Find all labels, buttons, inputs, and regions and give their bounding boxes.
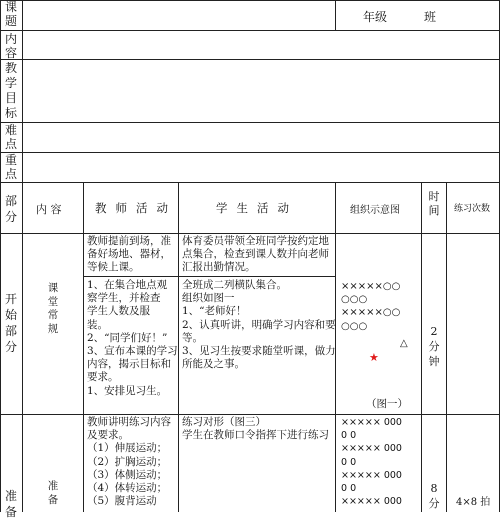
text-line: （2）扩胸运动；	[87, 455, 168, 468]
header-student: 学生活动	[216, 201, 298, 215]
rule	[22, 0, 23, 512]
rule	[0, 30, 500, 31]
rule	[0, 0, 1, 512]
grade-label: 年级	[363, 10, 388, 24]
text-line: 学生人数及服	[87, 305, 150, 318]
text-line: 全班成二列横队集合。	[182, 279, 287, 291]
text-line: 及要求。	[87, 429, 129, 442]
header-teacher: 教师活动	[95, 201, 177, 215]
start-time: 2分钟	[428, 325, 440, 368]
label-bufen: 部分	[4, 194, 17, 224]
header-org: 组织示意图	[350, 205, 400, 216]
start-student-intro	[182, 235, 329, 275]
rule	[0, 0, 500, 1]
rule	[421, 182, 422, 512]
text-line: （3）体侧运动；	[87, 468, 168, 481]
formation-row: ××××× 000	[341, 469, 402, 481]
header-count: 练习次数	[454, 204, 491, 214]
text-line: （5）腹背运动	[87, 495, 157, 508]
figure-one-caption: （图一）	[366, 398, 408, 410]
text-line: 3、宣布本课的学习	[87, 345, 178, 358]
text-line: 2、认真听讲，明确学习内容和要	[182, 318, 336, 331]
rule	[0, 182, 500, 183]
start-teacher-intro	[87, 235, 171, 275]
formation-row: ○○○	[341, 294, 368, 306]
text-line: 组织如图一	[182, 292, 235, 305]
start-formation-diagram	[341, 280, 400, 333]
text-line: 3、见习生按要求随堂听课，做力	[182, 345, 336, 358]
prep-teacher	[87, 416, 171, 508]
teacher-triangle-icon: △	[400, 338, 408, 349]
formation-row: 0 0	[341, 456, 357, 468]
text-line: 2、“同学们好！”	[87, 331, 168, 344]
start-content-label: 课堂常规	[47, 282, 59, 335]
formation-row: 0 0	[341, 483, 357, 495]
rule	[446, 182, 447, 512]
start-teacher-steps	[87, 279, 178, 398]
text-line: 练习对形（图三）	[182, 416, 266, 428]
prep-student	[182, 416, 329, 442]
text-line: 所能及之事。	[182, 358, 245, 371]
prep-count: 4×8 拍	[456, 497, 491, 508]
start-student-steps	[182, 279, 336, 371]
text-line: 1、在集合地点观	[87, 279, 168, 291]
text-line: （4）体转运动；	[87, 482, 168, 495]
text-line: 备好场地、器材，	[87, 248, 171, 261]
teacher-star-icon: ★	[369, 351, 379, 364]
text-line: 装。	[87, 318, 108, 331]
rule	[83, 276, 335, 277]
rule	[0, 59, 500, 60]
rule	[335, 0, 336, 30]
formation-row: 0 0	[341, 430, 357, 442]
text-line: 汇报出勤情况。	[182, 261, 256, 274]
text-line: （1）伸展运动；	[87, 442, 168, 455]
formation-row: ×××××○○	[341, 281, 401, 292]
text-line: 等候上课。	[87, 261, 140, 274]
label-mubiao: 教学目标	[4, 61, 17, 120]
rule	[0, 414, 500, 415]
text-line: 体育委员带领全班同学按约定地	[182, 235, 329, 247]
formation-row: ××××× 000	[341, 496, 402, 508]
label-zhongdian: 重点	[4, 153, 17, 181]
text-line: 学生在教师口令指挥下进行练习	[182, 429, 329, 442]
text-line: 1、“老师好！	[182, 305, 247, 318]
header-content: 内 容	[36, 203, 62, 216]
label-neirong: 内容	[4, 32, 17, 60]
text-line: 等。	[182, 331, 203, 344]
prep-content-label: 准备	[47, 480, 59, 506]
header-time: 时间	[428, 190, 440, 217]
rule	[0, 152, 500, 153]
section-start: 开始部分	[4, 292, 17, 354]
text-line: 要求。	[87, 371, 119, 384]
text-line: 教师提前到场，准	[87, 235, 171, 247]
text-line: 教师讲明练习内容	[87, 416, 171, 428]
formation-row: ××××× 000	[341, 443, 402, 455]
rule	[0, 122, 500, 123]
rule	[0, 233, 500, 234]
text-line: 察学生，并检查	[87, 292, 161, 305]
formation-row: ○○○	[341, 320, 368, 332]
text-line: 点集合，检查到课人数并向老师	[182, 248, 329, 261]
formation-row: ×××××○○	[341, 307, 401, 319]
formation-row: ××××× 000	[341, 417, 402, 428]
section-prep: 准备	[4, 489, 17, 519]
prep-formation-diagram	[341, 416, 402, 508]
prep-time: 8分	[428, 482, 440, 510]
class-label: 班	[424, 10, 437, 24]
text-line: 1、安排见习生。	[87, 384, 168, 397]
text-line: 内容，揭示目标和	[87, 358, 171, 371]
rule	[178, 182, 179, 512]
rule	[83, 182, 84, 512]
label-nandian: 难点	[4, 123, 17, 151]
label-keti: 课题	[4, 0, 17, 28]
